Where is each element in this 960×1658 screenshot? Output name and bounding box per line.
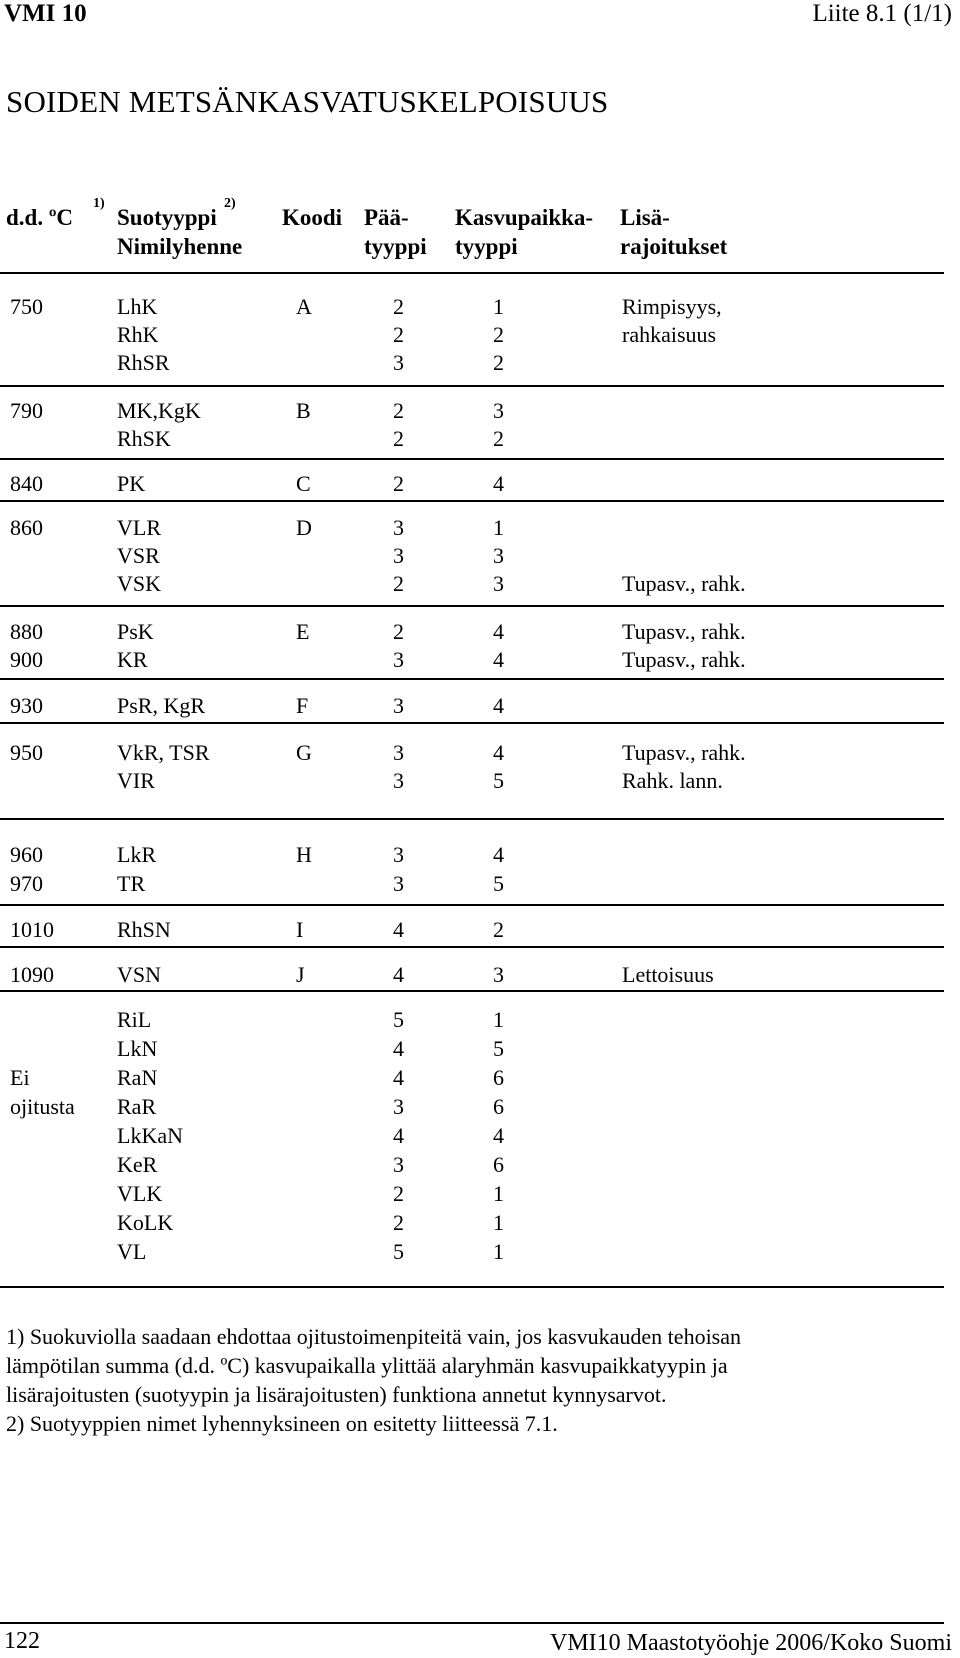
cell-suotyyppi: RhSK	[117, 426, 171, 451]
cell-kasvupaikka: 5	[493, 1036, 504, 1061]
cell-paatyyppi: 4	[393, 1036, 404, 1061]
rule-group-860	[0, 605, 944, 607]
col-head-suotyyppi-footnote-ref: 2)	[224, 196, 236, 211]
cell-dd: 750	[10, 294, 43, 319]
cell-suotyyppi: KoLK	[117, 1210, 174, 1235]
cell-paatyyppi: 3	[393, 1094, 404, 1119]
cell-kasvupaikka: 4	[493, 693, 504, 718]
cell-suotyyppi: RiL	[117, 1007, 152, 1032]
page-number: 122	[4, 1628, 40, 1654]
rule-group-790	[0, 458, 944, 460]
rule-footer	[0, 1622, 944, 1624]
cell-dd: 880	[10, 619, 43, 644]
col-head-dd	[6, 203, 73, 233]
cell-dd: ojitusta	[10, 1094, 75, 1119]
header-appendix-ref: Liite 8.1 (1/1)	[812, 0, 952, 27]
cell-dd: 1090	[10, 962, 54, 987]
footnote-2: 2) Suotyyppien nimet lyhennyksineen on esitetty liitteessä 7.1.	[6, 1411, 558, 1436]
cell-suotyyppi: VkR, TSR	[117, 740, 210, 765]
rule-header	[0, 272, 944, 274]
cell-suotyyppi: LkKaN	[117, 1123, 183, 1148]
col-head-dd-footnote-ref: 1)	[93, 196, 105, 211]
col-head-lisarajoitukset-1: Lisä-	[620, 205, 670, 230]
cell-kasvupaikka: 3	[493, 398, 504, 423]
col-head-paatyyppi-2: tyyppi	[364, 234, 427, 259]
cell-suotyyppi: RaR	[117, 1094, 157, 1119]
footnote-1-line-2: lämpötilan summa (d.d. ºC) kasvupaikalla ylittää alaryhmän kasvupaikkatyypin ja	[6, 1353, 728, 1378]
cell-paatyyppi: 5	[393, 1007, 404, 1032]
cell-paatyyppi: 2	[393, 398, 404, 423]
col-head-kasvupaikka-2: tyyppi	[455, 234, 518, 259]
cell-kasvupaikka: 2	[493, 426, 504, 451]
cell-kasvupaikka: 4	[493, 647, 504, 672]
cell-koodi: J	[296, 962, 305, 987]
footnote-1-line-3: lisärajoitusten (suotyypin ja lisärajoitusten) funktiona annetut kynnysarvot.	[6, 1382, 667, 1407]
cell-paatyyppi: 2	[393, 1210, 404, 1235]
cell-paatyyppi: 4	[393, 917, 404, 942]
cell-kasvupaikka: 3	[493, 571, 504, 596]
cell-dd: 860	[10, 515, 43, 540]
cell-dd: Ei	[10, 1065, 30, 1090]
cell-lisarajoitukset: Lettoisuus	[622, 962, 714, 987]
cell-paatyyppi: 3	[393, 1152, 404, 1177]
cell-dd: 1010	[10, 917, 54, 942]
cell-lisarajoitukset: Tupasv., rahk.	[622, 571, 746, 596]
cell-koodi: C	[296, 471, 311, 496]
cell-suotyyppi: VSN	[117, 962, 162, 987]
cell-suotyyppi: VSK	[117, 571, 162, 596]
cell-paatyyppi: 2	[393, 471, 404, 496]
cell-kasvupaikka: 4	[493, 740, 504, 765]
col-head-suotyyppi: Suotyyppi	[117, 205, 217, 230]
rule-group-750	[0, 385, 944, 387]
cell-lisarajoitukset: rahkaisuus	[622, 322, 717, 347]
cell-suotyyppi: VIR	[117, 768, 155, 793]
col-head-koodi: Koodi	[282, 205, 343, 230]
cell-koodi: E	[296, 619, 310, 644]
cell-suotyyppi: KR	[117, 647, 148, 672]
rule-group-930	[0, 722, 944, 724]
rule-group-880-900	[0, 678, 944, 680]
cell-dd: 840	[10, 471, 43, 496]
cell-kasvupaikka: 4	[493, 619, 504, 644]
cell-kasvupaikka: 5	[493, 871, 504, 896]
cell-suotyyppi: VL	[117, 1239, 147, 1264]
cell-kasvupaikka: 4	[493, 842, 504, 867]
rule-group-840	[0, 500, 944, 502]
cell-kasvupaikka: 2	[493, 322, 504, 347]
cell-suotyyppi: RaN	[117, 1065, 158, 1090]
cell-kasvupaikka: 1	[493, 1210, 504, 1235]
page-title: SOIDEN METSÄNKASVATUSKELPOISUUS	[6, 84, 609, 119]
cell-paatyyppi: 2	[393, 1181, 404, 1206]
col-head-paatyyppi-1: Pää-	[364, 205, 409, 230]
cell-suotyyppi: PsK	[117, 619, 154, 644]
cell-paatyyppi: 2	[393, 619, 404, 644]
cell-kasvupaikka: 4	[493, 1123, 504, 1148]
cell-koodi: D	[296, 515, 312, 540]
cell-paatyyppi: 3	[393, 693, 404, 718]
cell-lisarajoitukset: Rahk. lann.	[622, 768, 723, 793]
cell-koodi: G	[296, 740, 312, 765]
rule-group-950	[0, 818, 944, 820]
cell-suotyyppi: VSR	[117, 543, 160, 568]
cell-kasvupaikka: 6	[493, 1152, 504, 1177]
cell-suotyyppi: PsR, KgR	[117, 693, 206, 718]
header-doc-id: VMI 10	[4, 0, 87, 27]
cell-kasvupaikka: 1	[493, 1007, 504, 1032]
cell-kasvupaikka: 1	[493, 1239, 504, 1264]
footnote-1-line-1: 1) Suokuviolla saadaan ehdottaa ojitustoimenpiteitä vain, jos kasvukauden tehoisan	[6, 1324, 742, 1349]
cell-koodi: B	[296, 398, 311, 423]
cell-paatyyppi: 2	[393, 426, 404, 451]
cell-paatyyppi: 2	[393, 294, 404, 319]
col-head-dd-label: d.d. ºC	[6, 205, 74, 230]
cell-suotyyppi: MK,KgK	[117, 398, 201, 423]
cell-koodi: F	[296, 693, 309, 718]
cell-kasvupaikka: 3	[493, 543, 504, 568]
cell-kasvupaikka: 6	[493, 1065, 504, 1090]
cell-kasvupaikka: 1	[493, 515, 504, 540]
footer-doc-title: VMI10 Maastotyöohje 2006/Koko Suomi	[550, 1630, 952, 1656]
cell-lisarajoitukset: Tupasv., rahk.	[622, 647, 746, 672]
cell-paatyyppi: 3	[393, 350, 404, 375]
cell-dd: 790	[10, 398, 43, 423]
cell-koodi: A	[296, 294, 312, 319]
cell-kasvupaikka: 1	[493, 294, 504, 319]
cell-suotyyppi: LkN	[117, 1036, 158, 1061]
rule-group-1010	[0, 946, 944, 948]
cell-paatyyppi: 4	[393, 962, 404, 987]
cell-suotyyppi: VLK	[117, 1181, 163, 1206]
cell-suotyyppi: RhSN	[117, 917, 171, 942]
cell-suotyyppi: VLR	[117, 515, 161, 540]
rule-table-end	[0, 1286, 944, 1288]
cell-paatyyppi: 2	[393, 322, 404, 347]
cell-kasvupaikka: 6	[493, 1094, 504, 1119]
col-head-lisarajoitukset-2: rajoitukset	[620, 234, 728, 259]
cell-suotyyppi: LkR	[117, 842, 157, 867]
cell-paatyyppi: 3	[393, 842, 404, 867]
cell-paatyyppi: 2	[393, 571, 404, 596]
col-head-kasvupaikka-1: Kasvupaikka-	[455, 205, 594, 230]
cell-suotyyppi: TR	[117, 871, 146, 896]
cell-kasvupaikka: 2	[493, 917, 504, 942]
cell-dd: 950	[10, 740, 43, 765]
rule-group-960-970	[0, 904, 944, 906]
cell-lisarajoitukset: Tupasv., rahk.	[622, 740, 746, 765]
cell-paatyyppi: 3	[393, 647, 404, 672]
cell-koodi: I	[296, 917, 304, 942]
cell-paatyyppi: 4	[393, 1065, 404, 1090]
cell-kasvupaikka: 4	[493, 471, 504, 496]
cell-kasvupaikka: 2	[493, 350, 504, 375]
cell-lisarajoitukset: Tupasv., rahk.	[622, 619, 746, 644]
cell-dd: 930	[10, 693, 43, 718]
cell-paatyyppi: 4	[393, 1123, 404, 1148]
cell-dd: 960	[10, 842, 43, 867]
rule-group-1090	[0, 990, 944, 992]
cell-dd: 900	[10, 647, 43, 672]
cell-suotyyppi: RhK	[117, 322, 159, 347]
col-head-nimilyhenne: Nimilyhenne	[117, 234, 243, 259]
cell-paatyyppi: 5	[393, 1239, 404, 1264]
cell-kasvupaikka: 3	[493, 962, 504, 987]
cell-koodi: H	[296, 842, 312, 867]
cell-suotyyppi: PK	[117, 471, 146, 496]
cell-suotyyppi: KeR	[117, 1152, 158, 1177]
cell-paatyyppi: 3	[393, 871, 404, 896]
cell-paatyyppi: 3	[393, 515, 404, 540]
cell-kasvupaikka: 5	[493, 768, 504, 793]
cell-lisarajoitukset: Rimpisyys,	[622, 294, 722, 319]
cell-suotyyppi: LhK	[117, 294, 158, 319]
cell-suotyyppi: RhSR	[117, 350, 170, 375]
cell-kasvupaikka: 1	[493, 1181, 504, 1206]
cell-paatyyppi: 3	[393, 543, 404, 568]
cell-paatyyppi: 3	[393, 768, 404, 793]
cell-paatyyppi: 3	[393, 740, 404, 765]
cell-dd: 970	[10, 871, 43, 896]
